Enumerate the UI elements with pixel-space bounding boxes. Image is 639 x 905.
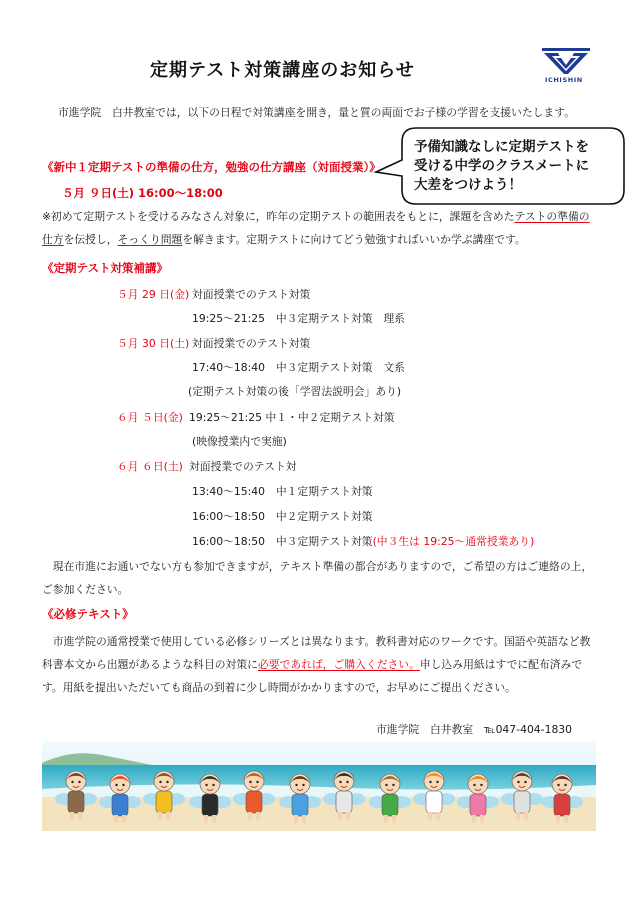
section1-date: ５月 ９日(土) 16:00～18:00 xyxy=(62,186,223,200)
logo-text: ICHISHIN xyxy=(545,76,583,84)
schedule-date: ５月 29 日(金) xyxy=(117,288,190,301)
ichishin-logo xyxy=(538,42,594,88)
schedule-item: 対面授業でのテスト対策 xyxy=(192,288,311,301)
schedule-item: 対面授業でのテスト対策 xyxy=(192,337,311,350)
section3-heading: 《必修テキスト》 xyxy=(42,607,134,621)
schedule-item-text: 16:00～18:50 中３定期テスト対策 xyxy=(192,535,373,548)
schedule-date: ６月 ６日(土) xyxy=(117,460,183,473)
section1-paragraph xyxy=(42,205,595,251)
section3-underline: 必要であれば，ご購入ください。 xyxy=(257,658,420,671)
footer-contact: 市進学院 白井教室 ℡047-404-1830 xyxy=(376,723,573,736)
intro-text: 市進学院 白井教室では，以下の日程で対策講座を開き，量と質の両面でお子様の学習を支援いたします。 xyxy=(58,106,575,119)
section3-text-1: 市進学院の通常授業で使用している必修シリーズとは異なります。教科書対応のワークです。国語や英語など教科書本文から出題があるような科目の対策に xyxy=(42,635,591,671)
schedule-item xyxy=(192,535,534,549)
schedule-item: 対面授業でのテスト対 xyxy=(189,460,297,473)
schedule-item: 13:40～15:40 中１定期テスト対策 xyxy=(192,485,373,498)
section1-text-1: ※初めて定期テストを受けるみなさん対象に，昨年の定期テストの範囲表をもとに，課題を含めた xyxy=(42,210,515,223)
section1-underline-1: テストの準備の仕方 xyxy=(42,210,590,246)
banner-svg xyxy=(42,741,596,831)
page-title: 定期テスト対策講座のお知らせ xyxy=(150,60,415,81)
bubble-line-1: 予備知識なしに定期テストを xyxy=(414,139,589,155)
schedule-item: 16:00～18:50 中２定期テスト対策 xyxy=(192,510,373,523)
bubble-line-3: 大差をつけよう！ xyxy=(414,177,522,193)
section1-heading: 《新中１定期テストの準備の仕方，勉強の仕方講座（対面授業）》 xyxy=(42,160,381,174)
section1-underline-2: そっくり問題 xyxy=(117,233,183,246)
section3-text-2: 申し込み用紙はすでに配布済みです。用紙を提出いただいても商品の到着に少し時間がかかりますので，お早めにご提出ください。 xyxy=(42,658,583,694)
ichishin-logo-icon xyxy=(538,42,594,76)
section1-text-2: を伝授し， xyxy=(63,233,118,246)
beach-characters-illustration xyxy=(42,741,596,831)
note-paragraph: 現在市進にお通いでない方も参加できますが，テキスト準備の都合がありますので，ご希望の方はご連絡の上，ご参加ください。 xyxy=(42,560,593,596)
schedule-date: ５月 30 日(土) xyxy=(117,337,190,350)
schedule-item: 17:40～18:40 中３定期テスト対策 文系 xyxy=(192,361,405,374)
section1-text-3: を解きます。定期テストに向けてどう勉強すればいいか学ぶ講座です。 xyxy=(182,233,526,246)
bubble-line-2: 受ける中学のクラスメートに xyxy=(414,158,590,174)
schedule-item: 19:25～21:25 中１・中２定期テスト対策 xyxy=(189,411,395,424)
schedule-item: 19:25～21:25 中３定期テスト対策 理系 xyxy=(192,312,405,325)
section3-paragraph xyxy=(42,630,595,699)
schedule-item: (定期テスト対策の後「学習法説明会」あり) xyxy=(188,385,402,398)
schedule-date: ６月 ５日(金) xyxy=(117,411,183,424)
schedule-item-note: (中３生は 19:25～通常授業あり) xyxy=(372,535,535,548)
section2-heading: 《定期テスト対策補講》 xyxy=(42,261,169,275)
schedule-item: (映像授業内で実施) xyxy=(192,435,287,448)
